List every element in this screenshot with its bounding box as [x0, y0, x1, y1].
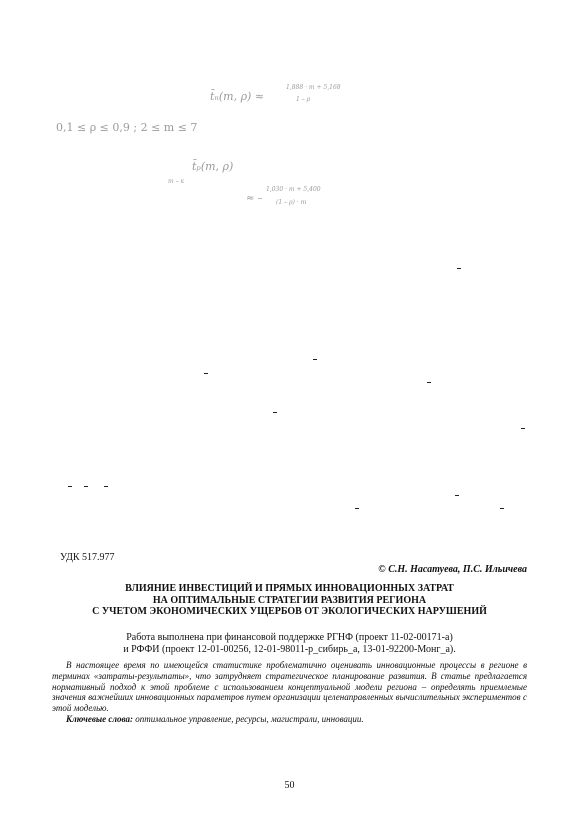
- udk-code: УДК 517.977: [60, 552, 115, 563]
- formula-2-denominator: (1 – ρ) · m: [276, 199, 307, 206]
- keywords: [52, 714, 527, 725]
- keywords-label: Ключевые слова:: [66, 713, 133, 724]
- funding-note: [52, 632, 527, 656]
- formula-2-numerator: 1,030 · m + 5,400: [266, 186, 321, 193]
- keywords-text: оптимальное управление, ресурсы, магистрали, инновации.: [132, 713, 364, 724]
- artifact-dash: [457, 268, 461, 269]
- artifact-dash: [68, 486, 72, 487]
- authors: © С.Н. Насатуева, П.С. Ильичева: [378, 564, 527, 575]
- formula-1-lhs: t̄ₙ(m, ρ) ≈: [210, 90, 265, 103]
- artifact-dash: [204, 373, 208, 374]
- funding-line: и РФФИ (проект 12-01-00256, 12-01-98011-р_сибирь_а, 13-01-92200-Монг_а).: [123, 644, 456, 655]
- title-line: НА ОПТИМАЛЬНЫЕ СТРАТЕГИИ РАЗВИТИЯ РЕГИОНА: [152, 594, 427, 606]
- artifact-dash: [313, 359, 317, 360]
- abstract-text: В настоящее время по имеющейся статистике проблематично оценивать инновационные процессы в регионе в терминах «затраты-результаты», что затрудняет стратегическое планирование развития. В статье предлагается нормативный подход к этой проблеме с использованием концептуальной модели региона – определять приемлемые значения важнейших инновационных параметров путем организации целенаправленных вычислительных экспериментов с этой моделью.: [52, 660, 527, 714]
- article-title: [52, 583, 527, 618]
- artifact-dash: [500, 508, 504, 509]
- title-line: ВЛИЯНИЕ ИНВЕСТИЦИЙ И ПРЯМЫХ ИННОВАЦИОННЫХ ЗАТРАТ: [125, 583, 454, 594]
- parameter-range: 0,1 ≤ ρ ≤ 0,9 ; 2 ≤ m ≤ 7: [56, 121, 198, 134]
- artifact-dash: [355, 508, 359, 509]
- abstract: [52, 660, 527, 725]
- formula-2-subscript: m – к: [168, 178, 185, 185]
- artifact-dash: [104, 486, 108, 487]
- page-number: 50: [284, 780, 295, 791]
- artifact-dash: [84, 486, 88, 487]
- title-line: С УЧЕТОМ ЭКОНОМИЧЕСКИХ УЩЕРБОВ ОТ ЭКОЛОГИЧЕСКИХ НАРУШЕНИЙ: [92, 606, 487, 617]
- formula-2-operator: ≈ –: [246, 193, 263, 204]
- formula-2-lhs: t̄ₚ(m, ρ): [192, 160, 234, 173]
- artifact-dash: [427, 382, 431, 383]
- formula-1-denominator: 1 – ρ: [296, 96, 311, 103]
- artifact-dash: [521, 428, 525, 429]
- artifact-dash: [455, 495, 459, 496]
- formula-1-numerator: 1,888 · m + 5,168: [286, 84, 341, 91]
- funding-line: Работа выполнена при финансовой поддержке РГНФ (проект 11-02-00171-а): [126, 632, 453, 643]
- artifact-dash: [273, 412, 277, 413]
